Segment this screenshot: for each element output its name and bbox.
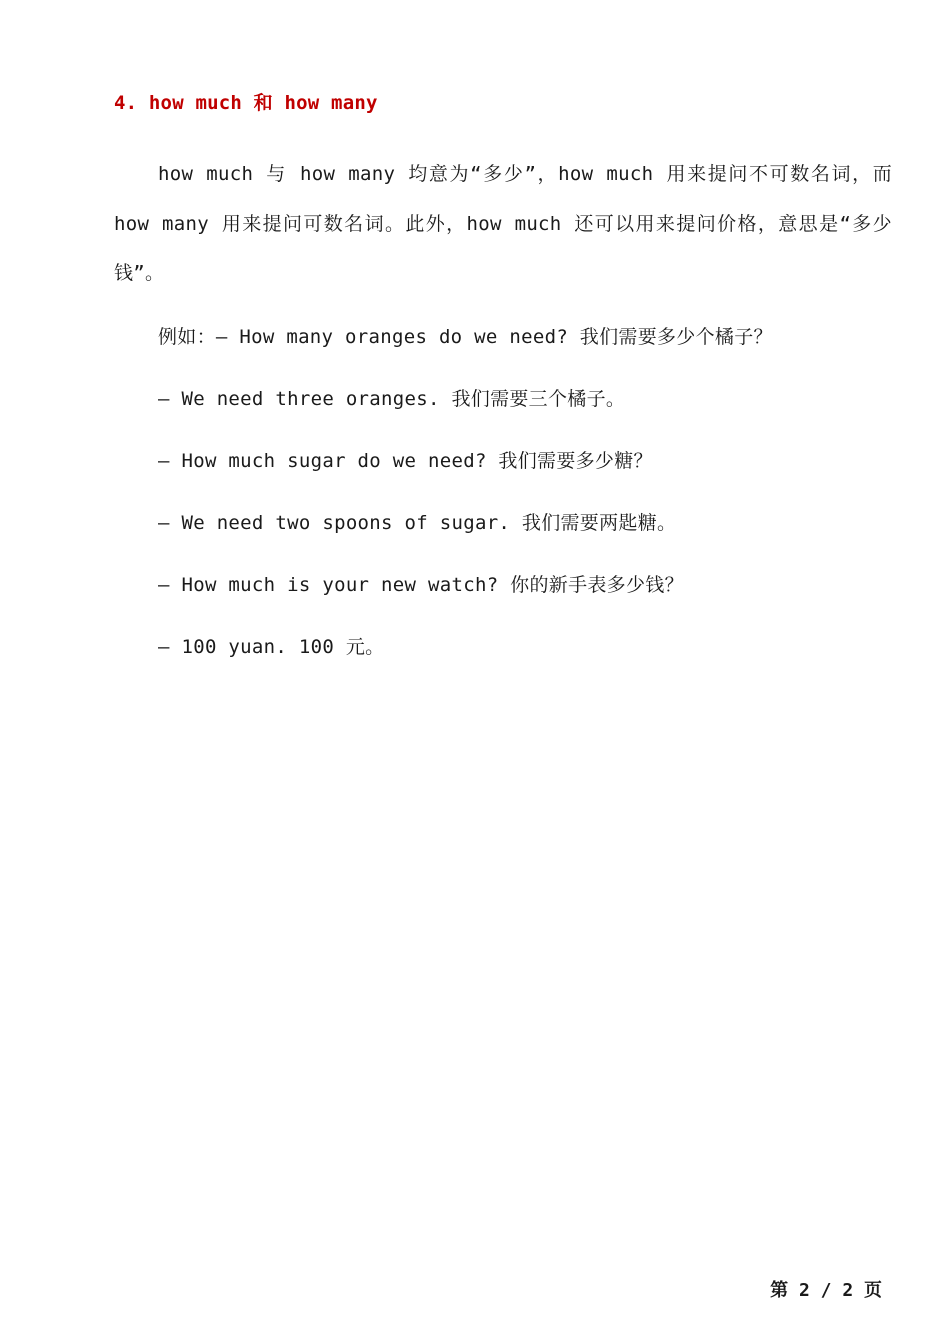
example-line-2: — We need three oranges. 我们需要三个橘子。: [158, 388, 626, 410]
example-line-5: — How much is your new watch? 你的新手表多少钱？: [158, 574, 684, 596]
example-line-1: 例如：— How many oranges do we need? 我们需要多少个橘子？: [158, 326, 773, 348]
page-number: 第 2 / 2 页: [770, 1280, 882, 1301]
body-paragraph: how much 与 how many 均意为“多少”，how much 用来提问不可数名词，而 how many 用来提问可数名词。此外，how much 还可以用来提问价格，意思是“多少钱”。: [114, 163, 892, 284]
section-heading: 4. how much 和 how many: [114, 92, 378, 114]
example-line-3: — How much sugar do we need? 我们需要多少糖？: [158, 450, 653, 472]
example-line-6: — 100 yuan. 100 元。: [158, 636, 385, 658]
example-line-4: — We need two spoons of sugar. 我们需要两匙糖。: [158, 512, 677, 534]
